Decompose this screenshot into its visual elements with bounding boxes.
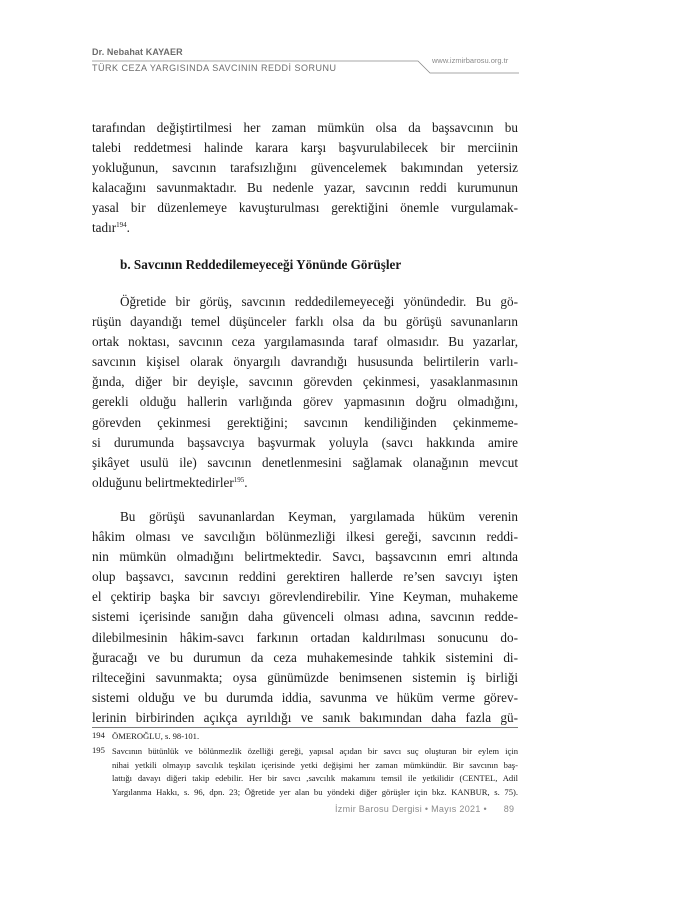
header-title: TÜRK CEZA YARGISINDA SAVCININ REDDİ SORUNU [92,63,337,73]
journal-name: İzmir Barosu Dergisi [335,804,423,814]
text-line: talebi reddetmesi halinde karara karşı başvurulabilecek bir merciinin [92,140,518,156]
issue-date: Mayıs 2021 [431,804,481,814]
text-line: hâkim olması ve savcılığın bölünmezliği ilkesi gereği, savcının reddi- [92,529,518,545]
text-line: kalacağını savunmaktadır. Bu nedenle yazar, savcının reddi kurumunun [92,180,518,196]
text-line: dilebilmesinin hâkim-savcı farkının ortadan kaldırılması sonucunu do- [92,629,518,645]
footnote-ref: 194 [116,221,127,230]
text-line: tadır [92,220,117,236]
footnote-number: 194 [92,730,105,740]
text-line: rilteceğini savunmakta; oysa günümüzde benimsenen sistemin iş birliği [92,669,518,685]
text-line: ğında, diğer bir deyişle, savcının görevden çekinmesi, yasaklanmasının [92,374,518,390]
text-line: yasal bir düzenlemeye kavuşturulması gerektiğini önemle vurgulamak- [92,200,518,216]
text-line-last [92,473,518,493]
header-divider [0,0,700,90]
paragraph-3 [92,507,518,728]
section-heading: b. Savcının Reddedilemeyeceği Yönünde Görüşler [120,257,402,272]
author-surname: KAYAER [145,47,183,57]
paragraph-1 [92,118,518,239]
author-prefix: Dr. Nebahat [92,47,144,57]
text-line: sistemi içerisinde sanığın daha güvenceli olması adına, savcının redde- [92,609,518,625]
header-url: www.izmirbarosu.org.tr [432,56,509,65]
text-line: gerekli olduğu hallerin varlığında görev yapmasının doğru olmadığını, [92,394,518,410]
footnote-line: ÖMEROĞLU, s. 98-101. [112,731,200,741]
text-line: lerinin birbirinden açıkça ayrıldığı ve sanık bakımından daha fazla gü- [92,709,518,725]
text-line: nin mümkün olmadığını belirtmektedir. Savcı, başsavcının emri altında [92,549,518,565]
text-line: şikâyet usulü ile) savcının denetlenmesini sağlamak olanağının mevcut [92,454,518,470]
page-footer [335,804,514,814]
text-line: ortak noktası, savcının ceza yargılamasında taraf olmasıdır. Bu yazarlar, [92,334,518,350]
text-line: yokluğunun, savcının tarafsızlığını güvencelemek bakımından yetersiz [92,160,518,176]
text-line: sistemi olduğu ve bu durumda iddia, savunma ve hüküm verme görev- [92,689,518,705]
separator: • [424,804,429,814]
footnote-divider [92,727,518,728]
text-line: Bu görüşü savunanlardan Keyman, yargılamada hüküm verenin [120,509,518,524]
text-line: si durumunda başsavcıya başvurmak yoluyla (savcı hakkında amire [92,434,518,450]
text-line: el çektirip başka bir savcıyı görevlendirebilir. Yine Keyman, muhakeme [92,589,518,605]
footnote-line: lattığı davayı diğeri takip edebilir. Her bir savcı ,savcılık makamını temsil ile yetkilidir (CENTEL, Adil [112,773,518,783]
text-line: ğuracağı ve bu durumun da ceza muhakemesinde tahkik sistemini di- [92,649,518,665]
footnote-number: 195 [92,745,105,755]
text-line: rüşün dayandığı temel düşünceler farklı olsa da bu görüşü savunanların [92,314,518,330]
text-line: olduğunu belirtmektedirler [92,474,234,490]
text-line: görevden çekinmesi gerektiğini; savcının kendiliğinden çekinmeme- [92,414,518,430]
separator: • [483,804,487,814]
page-number: 89 [503,804,515,814]
text-line: savcının kişisel olarak önyargılı davrandığı hususunda belirtilerin varlı- [92,354,518,370]
footnote-line: Savcının bütünlük ve bölünmezlik özelliği gereği, yapısal açıdan bir savcı suç oluşturan bir eylem için [112,746,518,756]
period: . [126,220,130,236]
text-line: olup başsavcı, savcının reddini gerektiren hallerde re’sen savcıyı işten [92,569,518,585]
footnote-ref: 195 [233,475,245,484]
footnote-194 [92,730,518,744]
footnote-195 [92,745,518,799]
text-line: Öğretide bir görüş, savcının reddedilemeyeceği yönündedir. Bu gö- [120,294,518,309]
footnote-line: Yargılanma Hakkı, s. 96, dpn. 23; Öğretide yer alan bu yöndeki diğer görüşler için bkz. KANBUR, s. 75). [112,786,518,797]
period: . [244,474,248,490]
text-line: tarafından değiştirtilmesi her zaman mümkün olsa da başsavcının bu [92,120,518,135]
footnote-line: nihai yetkili olmayıp savcılık teşkilatı içerisinde yetki değişimi her zaman mümkündür. Bir savcının baş- [112,759,518,770]
text-line-last [92,218,518,238]
paragraph-2 [92,292,518,493]
